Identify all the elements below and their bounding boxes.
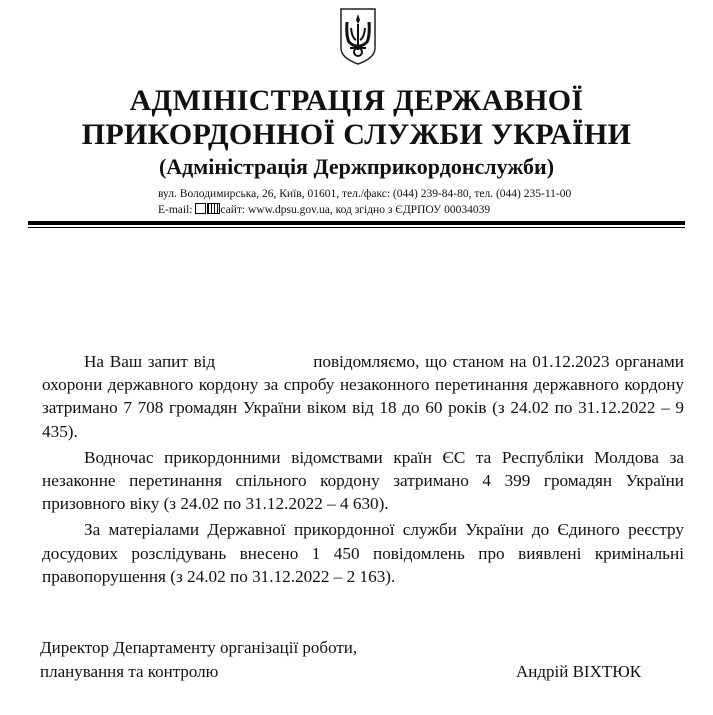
paragraph-criminal-register: За матеріалами Державної прикордонної служби України до Єдиного реєстру досудових розслідувань внесено 1 450 повідомлень про виявлені кримінальні правопорушення (з 24.02 по 31.12.2022 – 2 163). <box>42 520 684 586</box>
signatory-name: Андрій ВІХТЮК <box>516 662 642 681</box>
header-divider-thick <box>28 221 685 225</box>
address-line: вул. Володимирська, 26, Київ, 01601, тел./факс: (044) 239-84-80, тел. (044) 235-11-00 <box>158 188 572 200</box>
missing-glyph-icon <box>207 203 220 214</box>
paragraph-detained-citizens: На Ваш запит від повідомляємо, що станом на 01.12.2023 органами охорони державного кордону за спробу незаконного перетинання державного кордону затримано 7 708 громадян України віком від 18 до 60 років (з 24.02 по 31.12.2022 – 9 435). <box>42 352 685 441</box>
paragraph-eu-moldova: Водночас прикордонними відомствами країн ЄС та Республіки Молдова за незаконне перетинання спільного кордону затримано 4 399 громадян України призовного віку (з 24.02 по 31.12.2022 – 4 630). <box>42 447 684 514</box>
header-divider-thin <box>28 227 685 228</box>
contact-line <box>158 203 490 216</box>
signatory-position-line1: Директор Департаменту організації роботи, <box>40 638 358 657</box>
email-label: E-mail: <box>158 204 196 216</box>
org-title-line2: ПРИКОРДОННОЇ СЛУЖБИ УКРАЇНИ <box>81 118 632 151</box>
org-title-line1: АДМІНІСТРАЦІЯ ДЕРЖАВНОЇ <box>129 84 584 117</box>
signatory-position-line2: планування та контролю <box>40 662 219 681</box>
website-code-text: сайт: www.dpsu.gov.ua, код згідно з ЄДРПОУ 00034039 <box>220 204 491 216</box>
missing-glyph-icon <box>195 203 206 214</box>
letter-body <box>42 350 684 591</box>
trident-emblem-icon <box>338 6 378 66</box>
org-short-name: (Адміністрація Держприкордонслужби) <box>158 154 555 179</box>
